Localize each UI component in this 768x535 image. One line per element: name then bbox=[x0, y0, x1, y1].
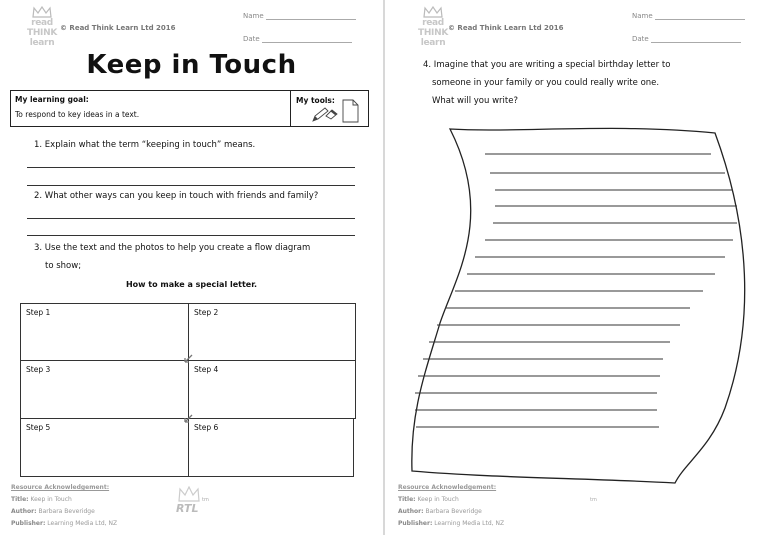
learning-goal-box bbox=[10, 90, 290, 127]
ack-title-value: Keep in Touch bbox=[30, 496, 72, 503]
eraser-icon bbox=[325, 108, 339, 120]
my-tools-box bbox=[290, 90, 369, 127]
answer-line[interactable] bbox=[27, 185, 355, 186]
logo-word-learn: learn bbox=[29, 38, 55, 48]
ack-publisher-value: Learning Media Ltd, NZ bbox=[434, 520, 505, 527]
ack-author-value: Barbara Beveridge bbox=[425, 508, 482, 515]
trademark-mark: tm bbox=[202, 497, 209, 503]
resource-acknowledgement bbox=[11, 482, 117, 530]
logo-word-learn: learn bbox=[420, 38, 446, 48]
date-label: Date bbox=[632, 35, 649, 43]
date-label: Date bbox=[243, 35, 260, 43]
learning-goal-heading: My learning goal: bbox=[15, 95, 89, 104]
date-field[interactable] bbox=[243, 35, 352, 43]
rtl-text: RTL bbox=[176, 502, 199, 515]
worksheet-page-left bbox=[0, 0, 383, 535]
step-label: Step 5 bbox=[26, 423, 51, 432]
my-tools-heading: My tools: bbox=[296, 96, 335, 105]
ack-author-value: Barbara Beveridge bbox=[38, 508, 95, 515]
question-2: 2. What other ways can you keep in touch with friends and family? bbox=[34, 191, 319, 201]
rtl-logo bbox=[176, 486, 206, 526]
logo-word-think: THINK bbox=[26, 28, 58, 38]
worksheet-page-right bbox=[385, 0, 768, 535]
ack-author-label: Author: bbox=[11, 508, 37, 515]
answer-line[interactable] bbox=[27, 218, 355, 219]
question-3-line-1: 3. Use the text and the photos to help you create a flow diagram bbox=[34, 243, 311, 253]
resource-acknowledgement bbox=[398, 482, 504, 530]
copyright-text: © Read Think Learn Ltd 2016 bbox=[60, 24, 176, 32]
acknowledgement-heading: Resource Acknowledgement: bbox=[398, 484, 497, 491]
flow-diagram-subheading: How to make a special letter. bbox=[125, 280, 258, 289]
name-label: Name bbox=[243, 12, 264, 20]
scroll-paper-shape[interactable] bbox=[385, 118, 768, 488]
answer-line[interactable] bbox=[27, 235, 355, 236]
flow-step-box[interactable] bbox=[20, 418, 189, 477]
read-think-learn-logo bbox=[417, 6, 449, 50]
step-label: Step 2 bbox=[194, 308, 219, 317]
question-1: 1. Explain what the term “keeping in touch” means. bbox=[34, 140, 256, 150]
flow-step-box[interactable] bbox=[188, 360, 356, 419]
name-label: Name bbox=[632, 12, 653, 20]
ack-title-label: Title: bbox=[398, 496, 416, 503]
question-4-line-2: someone in your family or you could really write one. bbox=[432, 78, 660, 88]
answer-line[interactable] bbox=[27, 167, 355, 168]
name-field[interactable] bbox=[243, 12, 356, 20]
crown-icon bbox=[178, 486, 200, 502]
ack-publisher-label: Publisher: bbox=[11, 520, 46, 527]
arrow-icon bbox=[182, 353, 194, 365]
step-label: Step 4 bbox=[194, 365, 219, 374]
flow-step-box[interactable] bbox=[188, 303, 356, 361]
logo-word-read: read bbox=[31, 18, 53, 28]
step-label: Step 1 bbox=[26, 308, 51, 317]
question-3-line-2: to show; bbox=[45, 261, 82, 271]
crown-icon bbox=[32, 6, 52, 18]
logo-word-read: read bbox=[422, 18, 444, 28]
page-title: Keep in Touch bbox=[86, 50, 297, 80]
flow-step-box[interactable] bbox=[20, 360, 189, 419]
arrow-icon bbox=[182, 413, 194, 425]
name-field[interactable] bbox=[632, 12, 745, 20]
crown-icon bbox=[423, 6, 443, 18]
question-4-line-3: What will you write? bbox=[432, 96, 518, 106]
date-field[interactable] bbox=[632, 35, 741, 43]
step-label: Step 6 bbox=[194, 423, 219, 432]
flow-step-box[interactable] bbox=[188, 418, 354, 477]
trademark-mark: tm bbox=[590, 497, 597, 503]
paper-icon bbox=[342, 99, 359, 123]
ack-publisher-label: Publisher: bbox=[398, 520, 433, 527]
ack-publisher-value: Learning Media Ltd, NZ bbox=[47, 520, 118, 527]
logo-word-think: THINK bbox=[417, 28, 449, 38]
ack-author-label: Author: bbox=[398, 508, 424, 515]
learning-goal-text: To respond to key ideas in a text. bbox=[15, 110, 140, 119]
ack-title-label: Title: bbox=[11, 496, 29, 503]
step-label: Step 3 bbox=[26, 365, 51, 374]
acknowledgement-heading: Resource Acknowledgement: bbox=[11, 484, 110, 491]
ack-title-value: Keep in Touch bbox=[417, 496, 459, 503]
question-4-line-1: 4. Imagine that you are writing a special birthday letter to bbox=[423, 60, 671, 70]
copyright-text: © Read Think Learn Ltd 2016 bbox=[448, 24, 564, 32]
flow-step-box[interactable] bbox=[20, 303, 189, 361]
read-think-learn-logo bbox=[26, 6, 58, 50]
